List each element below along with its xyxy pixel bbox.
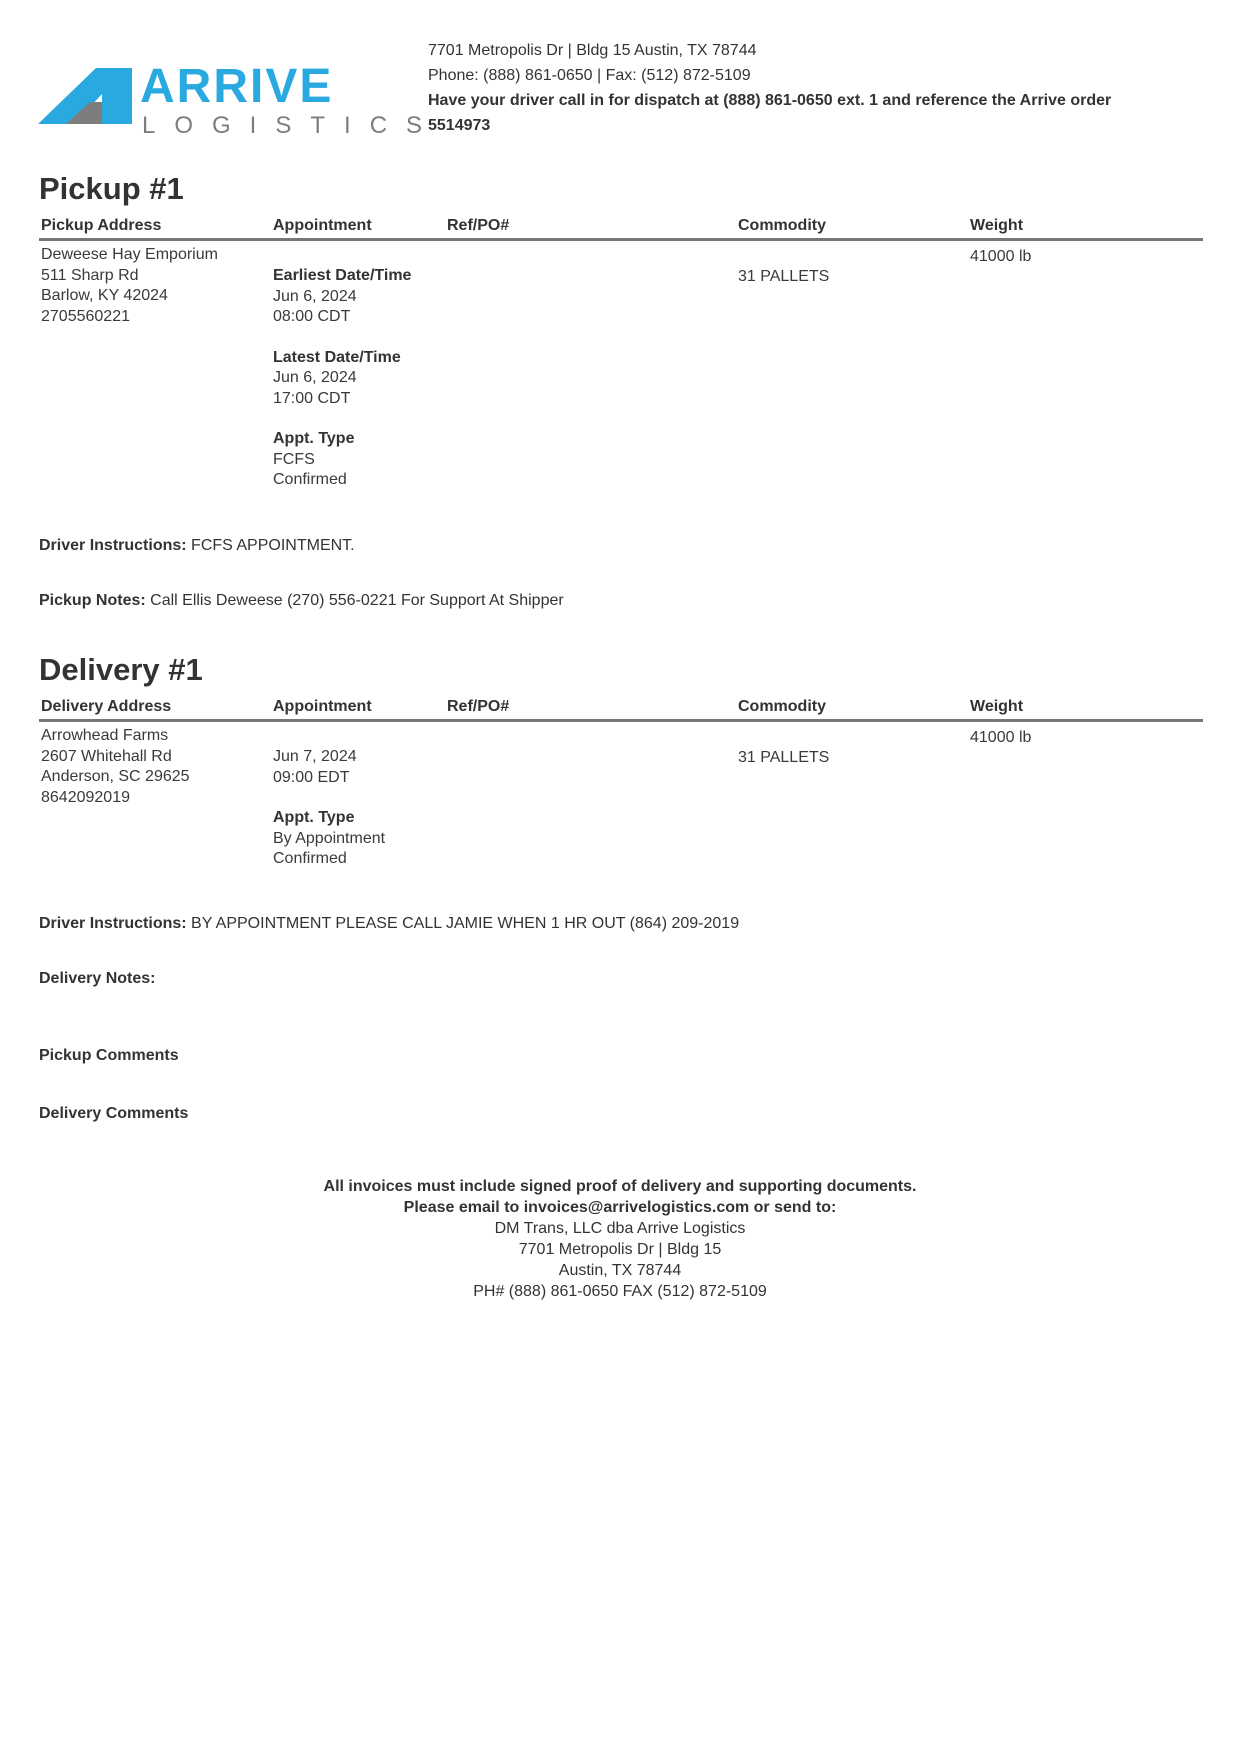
delivery-appt-type: By Appointment: [273, 829, 386, 847]
delivery-driver-instructions: [39, 915, 739, 933]
pickup-address-name: Deweese Hay Emporium: [41, 246, 218, 263]
footer-line-2: Please email to invoices@arrivelogistics.com or send to:: [403, 1199, 837, 1216]
pickup-driver-instructions: [39, 537, 355, 555]
pickup-address-city: Barlow, KY 42024: [41, 287, 168, 304]
pickup-col-address: Pickup Address: [41, 217, 162, 234]
delivery-driver-instructions-text: BY APPOINTMENT PLEASE CALL JAMIE WHEN 1 HR OUT (864) 209-2019: [191, 915, 740, 932]
delivery-appointment-block: [273, 747, 385, 870]
pickup-appt-type: FCFS: [273, 450, 315, 468]
footer-line-3: DM Trans, LLC dba Arrive Logistics: [494, 1220, 746, 1237]
pickup-latest-time: 17:00 CDT: [273, 389, 351, 407]
arrive-logo-mark: [38, 60, 442, 139]
pickup-weight: 41000 lb: [970, 248, 1032, 265]
delivery-date: Jun 7, 2024: [273, 748, 357, 765]
delivery-comments: [39, 1105, 188, 1123]
footer-line-6: PH# (888) 861-0650 FAX (512) 872-5109: [473, 1283, 767, 1300]
pickup-address-phone: 2705560221: [41, 307, 130, 325]
header-dispatch: Have your driver call in for dispatch at (888) 861-0650 ext. 1 and reference the Arrive order 5514973: [428, 92, 1112, 134]
pickup-appointment-block: [273, 266, 411, 491]
delivery-col-commodity: Commodity: [738, 698, 826, 715]
delivery-address-name: Arrowhead Farms: [41, 727, 169, 744]
delivery-time: 09:00 EDT: [273, 768, 350, 786]
delivery-address-street: 2607 Whitehall Rd: [41, 747, 172, 765]
delivery-driver-instructions-label: Driver Instructions:: [39, 915, 187, 932]
pickup-driver-instructions-text: FCFS APPOINTMENT.: [191, 537, 355, 554]
pickup-appt-status: Confirmed: [273, 471, 347, 488]
pickup-appt-type-label: Appt. Type: [273, 430, 355, 447]
invoice-footer: [0, 1176, 1240, 1302]
header-address: 7701 Metropolis Dr | Bldg 15 Austin, TX 78744: [428, 42, 757, 59]
header-phone: Phone: (888) 861-0650 | Fax: (512) 872-5109: [428, 67, 751, 84]
brand-sub: LOGISTICS: [142, 112, 442, 139]
delivery-col-ref: Ref/PO#: [447, 698, 510, 715]
pickup-col-commodity: Commodity: [738, 217, 826, 234]
delivery-comments-label: Delivery Comments: [39, 1105, 189, 1122]
pickup-notes-text: Call Ellis Deweese (270) 556-0221 For Support At Shipper: [150, 592, 564, 609]
delivery-col-appointment: Appointment: [273, 698, 372, 715]
delivery-commodity: 31 PALLETS: [738, 749, 830, 766]
delivery-appt-status: Confirmed: [273, 850, 347, 867]
pickup-earliest-time: 08:00 CDT: [273, 308, 351, 325]
pickup-latest-date: Jun 6, 2024: [273, 369, 357, 386]
pickup-driver-instructions-label: Driver Instructions:: [39, 537, 187, 554]
pickup-col-appointment: Appointment: [273, 217, 372, 234]
delivery-address-city: Anderson, SC 29625: [41, 768, 190, 785]
pickup-notes-label: Pickup Notes:: [39, 592, 146, 609]
brand-name: ARRIVE: [140, 60, 334, 113]
delivery-address-block: [41, 726, 190, 808]
pickup-comments-label: Pickup Comments: [39, 1047, 179, 1064]
footer-line-1: All invoices must include signed proof of delivery and supporting documents.: [323, 1178, 917, 1195]
delivery-address-phone: 8642092019: [41, 788, 130, 806]
arrive-logistics-logo: [38, 60, 442, 139]
pickup-title: Pickup #1: [39, 171, 184, 206]
pickup-address-block: [41, 245, 218, 327]
delivery-weight: 41000 lb: [970, 729, 1032, 746]
pickup-commodity: 31 PALLETS: [738, 268, 830, 285]
delivery-col-address: Delivery Address: [41, 698, 172, 715]
pickup-earliest-label: Earliest Date/Time: [273, 267, 412, 284]
pickup-latest-label: Latest Date/Time: [273, 348, 401, 366]
delivery-col-weight: Weight: [970, 698, 1024, 715]
footer-line-4: 7701 Metropolis Dr | Bldg 15: [518, 1241, 722, 1258]
pickup-address-street: 511 Sharp Rd: [41, 266, 139, 284]
pickup-notes: [39, 592, 564, 610]
pickup-earliest-date: Jun 6, 2024: [273, 287, 357, 305]
pickup-col-weight: Weight: [970, 217, 1024, 234]
footer-line-5: Austin, TX 78744: [558, 1262, 682, 1279]
delivery-appt-type-label: Appt. Type: [273, 809, 355, 826]
delivery-notes: [39, 970, 156, 988]
delivery-notes-label: Delivery Notes:: [39, 970, 156, 987]
pickup-col-ref: Ref/PO#: [447, 217, 510, 234]
pickup-header-rule: [39, 238, 1203, 241]
pickup-comments: [39, 1047, 179, 1065]
delivery-title: Delivery #1: [39, 652, 203, 687]
delivery-header-rule: [39, 719, 1203, 722]
